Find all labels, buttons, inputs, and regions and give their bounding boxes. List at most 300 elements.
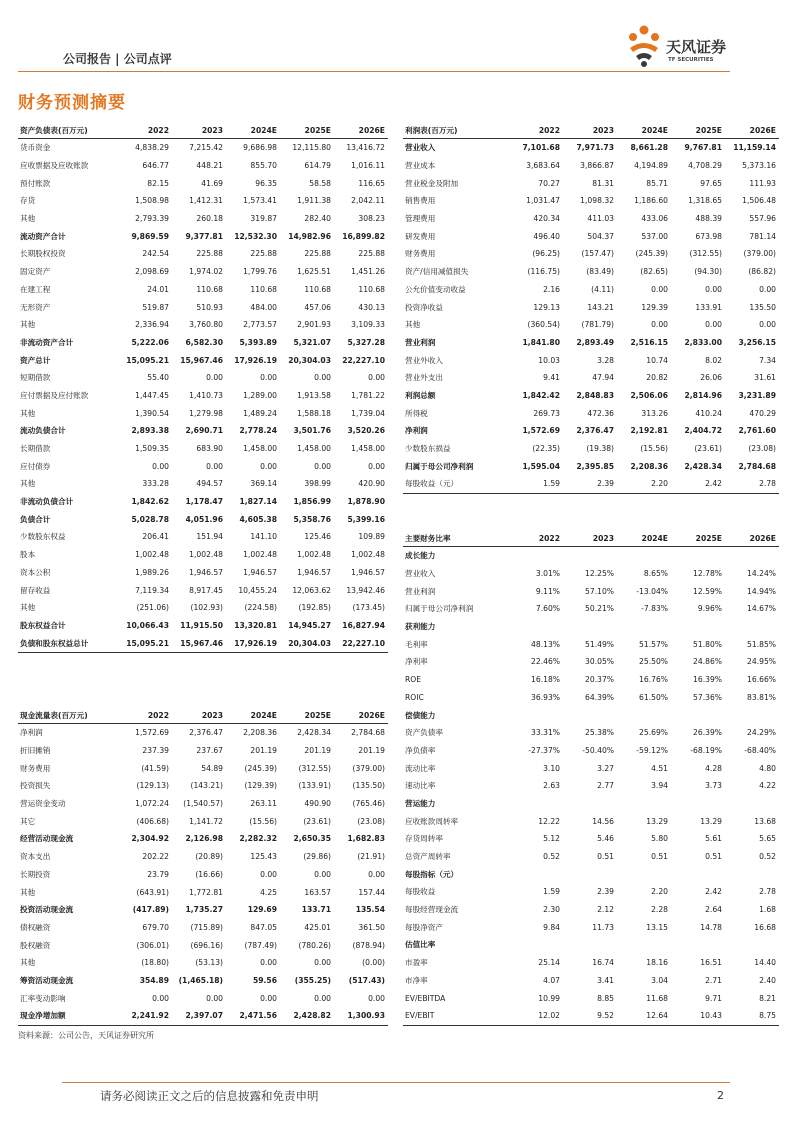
- value-cell: (696.16): [190, 940, 223, 950]
- value-cell: 129.69: [247, 905, 277, 915]
- row-label: 其他: [20, 958, 36, 968]
- value-cell: 2,471.56: [226, 1007, 280, 1025]
- row-label: 销售费用: [405, 196, 436, 206]
- value-cell: 163.57: [304, 887, 331, 897]
- value-cell: 4,605.38: [239, 514, 277, 524]
- value-cell: 333.28: [142, 479, 169, 489]
- value-cell: (787.49): [244, 940, 277, 950]
- value-cell: 2,241.92: [118, 1007, 172, 1025]
- value-cell: 20,304.03: [280, 634, 334, 652]
- value-cell: 7,971.73: [576, 143, 614, 153]
- table-row: [403, 547, 779, 565]
- value-cell: 0.00: [206, 461, 223, 471]
- footer-divider: [62, 1082, 730, 1083]
- value-cell: 683.90: [196, 444, 223, 454]
- value-cell: 2.78: [759, 887, 776, 897]
- table-row: [403, 281, 779, 299]
- row-label: 资本支出: [20, 852, 51, 862]
- value-cell: 225.88: [196, 249, 223, 259]
- value-cell: 2,793.39: [135, 214, 169, 224]
- row-label: 成长能力: [405, 551, 436, 561]
- row-label: ROE: [405, 675, 422, 685]
- value-cell: (517.43): [348, 975, 385, 985]
- value-cell: 12,532.30: [234, 231, 277, 241]
- value-cell: 0.00: [651, 284, 668, 294]
- value-cell: 15,095.21: [118, 634, 172, 652]
- value-cell: (878.94): [352, 940, 385, 950]
- value-cell: 202.22: [142, 852, 169, 862]
- value-cell: 519.87: [142, 302, 169, 312]
- table-row: [18, 1007, 388, 1025]
- value-cell: 855.70: [250, 161, 277, 171]
- value-cell: 14.94%: [747, 586, 776, 596]
- value-cell: 1,390.54: [135, 408, 169, 418]
- value-cell: 129.39: [641, 302, 668, 312]
- table-row: [403, 812, 779, 830]
- value-cell: 51.85%: [747, 639, 776, 649]
- row-label: 营业外收入: [405, 355, 443, 365]
- value-cell: 282.40: [304, 214, 331, 224]
- table-row: [403, 742, 779, 760]
- value-cell: 3,231.89: [738, 390, 776, 400]
- value-cell: 12.59%: [693, 586, 722, 596]
- value-cell: 20.37%: [585, 675, 614, 685]
- value-cell: 13,942.46: [346, 585, 385, 595]
- table-row: [18, 848, 388, 866]
- value-cell: 8.21: [759, 993, 776, 1003]
- value-cell: (23.08): [748, 444, 776, 454]
- value-cell: 9.52: [563, 1007, 617, 1025]
- value-cell: 8.85: [597, 993, 614, 1003]
- value-cell: 0.00: [206, 993, 223, 1003]
- value-cell: 3.41: [597, 975, 614, 985]
- table-row: [18, 263, 388, 281]
- value-cell: 308.23: [358, 214, 385, 224]
- value-cell: 9,767.81: [684, 143, 722, 153]
- value-cell: 22,227.10: [342, 355, 385, 365]
- value-cell: 1,412.31: [189, 196, 223, 206]
- value-cell: 2.40: [759, 975, 776, 985]
- value-cell: 237.67: [196, 746, 223, 756]
- value-cell: 16.66%: [747, 675, 776, 685]
- value-cell: (780.26): [298, 940, 331, 950]
- row-label: EV/EBIT: [403, 1007, 509, 1025]
- row-label: 投资净收益: [405, 302, 443, 312]
- value-cell: 2,650.35: [293, 834, 331, 844]
- value-cell: 6,582.30: [185, 337, 223, 347]
- value-cell: 51.49%: [585, 639, 614, 649]
- value-cell: 4.25: [260, 887, 277, 897]
- value-cell: 5,028.78: [131, 514, 169, 524]
- value-cell: 11,159.14: [733, 143, 776, 153]
- table-row: [403, 475, 779, 493]
- table-title-cell: 主要财务比率: [403, 530, 509, 547]
- value-cell: (16.66): [195, 869, 223, 879]
- value-cell: 5.46: [597, 834, 614, 844]
- value-cell: 3,501.76: [293, 426, 331, 436]
- table-row: [403, 706, 779, 724]
- value-cell: 9,686.98: [243, 143, 277, 153]
- row-label: 每股收益（元）: [403, 475, 509, 493]
- value-cell: [617, 706, 671, 724]
- value-cell: 4,708.29: [688, 161, 722, 171]
- table-row: [403, 918, 779, 936]
- value-cell: 2,208.36: [630, 461, 668, 471]
- row-label: 资本公积: [20, 567, 51, 577]
- value-cell: 1,458.00: [351, 444, 385, 454]
- value-cell: 9.71: [705, 993, 722, 1003]
- value-cell: 135.54: [355, 905, 385, 915]
- row-label: 市净率: [405, 975, 428, 985]
- table-header-row: [403, 530, 779, 547]
- value-cell: 2,893.38: [131, 426, 169, 436]
- row-label: 固定资产: [20, 267, 51, 277]
- value-cell: 7,119.34: [135, 585, 169, 595]
- value-cell: 1,913.58: [297, 390, 331, 400]
- value-cell: 5,327.28: [347, 337, 385, 347]
- value-cell: [617, 936, 671, 954]
- value-cell: 24.01: [147, 284, 169, 294]
- value-cell: 2.63: [543, 781, 560, 791]
- row-label: 归属于母公司净利润: [405, 461, 474, 471]
- value-cell: 143.21: [587, 302, 614, 312]
- value-cell: 16,899.82: [342, 231, 385, 241]
- value-cell: 0.51: [651, 852, 668, 862]
- row-label: 预付账款: [20, 178, 51, 188]
- value-cell: 11,915.50: [180, 620, 223, 630]
- value-cell: 5,222.06: [131, 337, 169, 347]
- year-header-cell: 2023: [172, 122, 226, 139]
- year-header-cell: 2024E: [226, 707, 280, 724]
- row-label: 管理费用: [405, 214, 436, 224]
- value-cell: 484.00: [250, 302, 277, 312]
- value-cell: 5.61: [705, 834, 722, 844]
- table-row: [18, 883, 388, 901]
- value-cell: 16,827.94: [342, 620, 385, 630]
- value-cell: 23.79: [147, 869, 169, 879]
- row-label: 其他: [20, 214, 36, 224]
- table-row: [403, 653, 779, 671]
- value-cell: 0.00: [260, 869, 277, 879]
- row-label: 现金净增加额: [18, 1007, 118, 1025]
- row-label: 其他: [405, 320, 421, 330]
- row-label: 净利润: [20, 728, 43, 738]
- value-cell: 0.51: [597, 852, 614, 862]
- value-cell: 11.73: [592, 922, 614, 932]
- value-cell: 488.39: [695, 214, 722, 224]
- value-cell: 0.00: [206, 373, 223, 383]
- value-cell: 36.93%: [531, 692, 560, 702]
- row-label: 其他: [20, 320, 36, 330]
- value-cell: 111.93: [749, 178, 776, 188]
- value-cell: 2.71: [705, 975, 722, 985]
- row-label: 应付债券: [20, 461, 51, 471]
- value-cell: [509, 618, 563, 636]
- value-cell: 269.73: [533, 408, 560, 418]
- value-cell: 57.36%: [693, 692, 722, 702]
- value-cell: 3,520.26: [347, 426, 385, 436]
- table-row: [403, 972, 779, 990]
- value-cell: 5.12: [543, 834, 560, 844]
- value-cell: 1,856.99: [293, 497, 331, 507]
- table-row: [18, 564, 388, 582]
- row-label: 非流动资产合计: [20, 337, 74, 347]
- value-cell: 25.50%: [639, 657, 668, 667]
- row-label: 营业收入: [405, 143, 436, 153]
- year-header-cell: 2024E: [617, 530, 671, 547]
- value-cell: 85.71: [646, 178, 668, 188]
- value-cell: -13.04%: [636, 586, 668, 596]
- value-cell: 10.99: [538, 993, 560, 1003]
- value-cell: 8.02: [705, 355, 722, 365]
- row-label: 归属于母公司净利润: [405, 604, 474, 614]
- value-cell: (129.39): [244, 781, 277, 791]
- value-cell: (406.68): [136, 816, 169, 826]
- value-cell: 1,974.02: [189, 267, 223, 277]
- value-cell: 1,002.48: [243, 550, 277, 560]
- value-cell: 1,098.32: [580, 196, 614, 206]
- row-label: 毛利率: [405, 639, 428, 649]
- value-cell: (41.59): [141, 763, 169, 773]
- value-cell: 504.37: [587, 231, 614, 241]
- value-cell: 0.00: [260, 373, 277, 383]
- value-cell: 1,572.69: [135, 728, 169, 738]
- table-row: [403, 635, 779, 653]
- row-label: 估值比率: [405, 940, 436, 950]
- value-cell: 14.24%: [747, 569, 776, 579]
- value-cell: 5,393.89: [239, 337, 277, 347]
- value-cell: 8.75: [725, 1007, 779, 1025]
- value-cell: 1,625.51: [297, 267, 331, 277]
- value-cell: [563, 865, 617, 883]
- row-label: EV/EBITDA: [405, 993, 446, 1003]
- table-row: [403, 582, 779, 600]
- row-label: 股本: [20, 550, 36, 560]
- row-label: 少数股东损益: [405, 444, 451, 454]
- value-cell: (15.56): [640, 444, 668, 454]
- value-cell: 24.86%: [693, 657, 722, 667]
- value-cell: [617, 547, 671, 565]
- value-cell: (643.91): [136, 887, 169, 897]
- value-cell: 2.39: [597, 887, 614, 897]
- value-cell: (312.55): [689, 249, 722, 259]
- value-cell: 8.65%: [643, 569, 668, 579]
- value-cell: (360.54): [527, 320, 560, 330]
- value-cell: 2.20: [617, 475, 671, 493]
- row-label: 筹资活动现金流: [20, 975, 74, 985]
- table-row: [403, 600, 779, 618]
- value-cell: 2,893.49: [576, 337, 614, 347]
- value-cell: 41.69: [201, 178, 223, 188]
- value-cell: 10,066.43: [126, 620, 169, 630]
- year-header-cell: 2023: [172, 707, 226, 724]
- value-cell: 58.58: [309, 178, 331, 188]
- value-cell: 2,428.82: [280, 1007, 334, 1025]
- source-note: 资料来源：公司公告，天风证券研究所: [18, 1031, 154, 1040]
- row-label: 营业利润: [405, 337, 436, 347]
- value-cell: (86.82): [748, 267, 776, 277]
- value-cell: 4.51: [651, 763, 668, 773]
- value-cell: 2,304.92: [131, 834, 169, 844]
- value-cell: 109.89: [358, 532, 385, 542]
- value-cell: 12.02: [509, 1007, 563, 1025]
- value-cell: 2,784.68: [351, 728, 385, 738]
- value-cell: 5.65: [759, 834, 776, 844]
- value-cell: 14,945.27: [288, 620, 331, 630]
- table-row: [403, 618, 779, 636]
- row-label: 投资损失: [20, 781, 51, 791]
- year-header-cell: 2023: [563, 122, 617, 139]
- value-cell: 225.88: [304, 249, 331, 259]
- value-cell: 70.27: [538, 178, 560, 188]
- table-row: [403, 565, 779, 583]
- value-cell: [725, 706, 779, 724]
- value-cell: 361.50: [358, 922, 385, 932]
- value-cell: 2,098.69: [135, 267, 169, 277]
- value-cell: 1,410.73: [189, 390, 223, 400]
- value-cell: 16.51: [700, 958, 722, 968]
- row-label: 总资产周转率: [405, 852, 451, 862]
- value-cell: 12,063.62: [292, 585, 331, 595]
- row-label: 净负债率: [405, 745, 436, 755]
- value-cell: 2,428.34: [297, 728, 331, 738]
- value-cell: 1,911.38: [297, 196, 331, 206]
- value-cell: 2,690.71: [185, 426, 223, 436]
- value-cell: 12,115.80: [292, 143, 331, 153]
- row-label: ROIC: [405, 692, 424, 702]
- table-row: [403, 422, 779, 440]
- value-cell: 5,399.16: [347, 514, 385, 524]
- table-row: [403, 989, 779, 1007]
- value-cell: 10.43: [671, 1007, 725, 1025]
- value-cell: [725, 865, 779, 883]
- value-cell: 472.36: [587, 408, 614, 418]
- year-header-cell: 2022: [118, 707, 172, 724]
- value-cell: 0.00: [368, 869, 385, 879]
- value-cell: 2,395.85: [576, 461, 614, 471]
- value-cell: 20.82: [646, 373, 668, 383]
- row-label: 速动比率: [405, 781, 436, 791]
- row-label: 资产负债率: [405, 728, 443, 738]
- value-cell: 1,072.24: [135, 799, 169, 809]
- row-label: 公允价值变动收益: [405, 284, 466, 294]
- table-row: [403, 689, 779, 707]
- value-cell: 0.00: [152, 461, 169, 471]
- value-cell: 14.40: [754, 958, 776, 968]
- value-cell: (312.55): [298, 763, 331, 773]
- row-label: 应付票据及应付账款: [20, 390, 89, 400]
- value-cell: 20,304.03: [288, 355, 331, 365]
- value-cell: 3,256.15: [738, 337, 776, 347]
- value-cell: 1,141.72: [189, 816, 223, 826]
- value-cell: [509, 547, 563, 565]
- row-label: 利润总额: [405, 390, 436, 400]
- value-cell: 110.68: [250, 284, 277, 294]
- table-row: [403, 334, 779, 352]
- value-cell: [725, 618, 779, 636]
- value-cell: [725, 936, 779, 954]
- value-cell: [617, 618, 671, 636]
- value-cell: 51.57%: [639, 639, 668, 649]
- value-cell: (94.30): [694, 267, 722, 277]
- value-cell: (23.08): [357, 816, 385, 826]
- value-cell: (1,465.18): [178, 975, 223, 985]
- value-cell: 13,320.81: [234, 620, 277, 630]
- table-row: [18, 457, 388, 475]
- value-cell: 9.96%: [697, 604, 722, 614]
- value-cell: 116.65: [358, 178, 385, 188]
- row-label: 获利能力: [405, 622, 436, 632]
- value-cell: 557.96: [749, 214, 776, 224]
- value-cell: (251.06): [136, 603, 169, 613]
- value-cell: 82.15: [147, 178, 169, 188]
- value-cell: 1,178.47: [185, 497, 223, 507]
- value-cell: 3,760.80: [189, 320, 223, 330]
- table-row: [18, 759, 388, 777]
- value-cell: 24.95%: [747, 657, 776, 667]
- value-cell: 2,336.94: [135, 320, 169, 330]
- value-cell: (0.00): [362, 958, 385, 968]
- value-cell: 2,397.07: [172, 1007, 226, 1025]
- row-label: 净利率: [405, 657, 428, 667]
- value-cell: [671, 865, 725, 883]
- value-cell: 97.65: [700, 178, 722, 188]
- value-cell: (379.00): [743, 249, 776, 259]
- value-cell: 1,572.69: [522, 426, 560, 436]
- table-row: [403, 227, 779, 245]
- value-cell: 0.00: [152, 993, 169, 1003]
- header-divider: [18, 71, 730, 72]
- value-cell: 201.19: [250, 746, 277, 756]
- value-cell: 1,016.11: [351, 161, 385, 171]
- value-cell: 260.18: [196, 214, 223, 224]
- value-cell: 496.40: [533, 231, 560, 241]
- value-cell: (29.86): [303, 852, 331, 862]
- value-cell: 2,282.32: [239, 834, 277, 844]
- value-cell: 12.22: [538, 816, 560, 826]
- table-row: [403, 724, 779, 742]
- table-row: [18, 546, 388, 564]
- value-cell: (306.01): [136, 940, 169, 950]
- value-cell: -7.83%: [641, 604, 668, 614]
- value-cell: -59.12%: [636, 745, 668, 755]
- logo-text-en: TF SECURITIES: [668, 57, 714, 63]
- value-cell: 0.00: [651, 320, 668, 330]
- table-row: [18, 440, 388, 458]
- row-label: 营业收入: [405, 569, 436, 579]
- row-label: 负债和股东权益总计: [18, 634, 118, 652]
- row-label: 所得税: [405, 408, 428, 418]
- table-row: [403, 298, 779, 316]
- value-cell: 1,946.57: [243, 567, 277, 577]
- table-row: [18, 316, 388, 334]
- value-cell: 5,358.76: [293, 514, 331, 524]
- table-row: [18, 245, 388, 263]
- value-cell: 448.21: [196, 161, 223, 171]
- value-cell: 4.28: [705, 763, 722, 773]
- value-cell: [563, 795, 617, 813]
- table-row: [403, 404, 779, 422]
- value-cell: [725, 795, 779, 813]
- value-cell: 2,376.47: [576, 426, 614, 436]
- value-cell: 18.16: [646, 958, 668, 968]
- row-label: 市盈率: [405, 958, 428, 968]
- row-label: 研发费用: [405, 231, 436, 241]
- value-cell: (245.39): [244, 763, 277, 773]
- value-cell: 4.80: [759, 763, 776, 773]
- value-cell: 1,781.22: [351, 390, 385, 400]
- table-row: [18, 830, 388, 848]
